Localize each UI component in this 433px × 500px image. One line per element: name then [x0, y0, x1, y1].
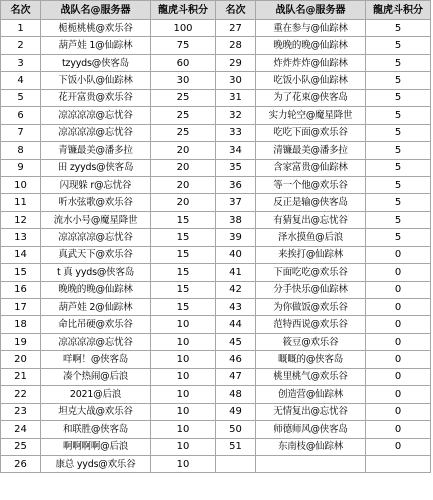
team-server-cell: 和联胜@侠客岛: [41, 421, 151, 438]
rank-cell: 20: [1, 351, 41, 368]
rank-cell: 18: [1, 316, 41, 333]
team-server-cell: 为你做饭@欢乐谷: [256, 299, 366, 316]
score-cell: 10: [151, 438, 216, 455]
team-server-cell: 桃里桃气@欢乐谷: [256, 368, 366, 385]
rank-cell: 33: [216, 124, 256, 141]
table-row: [1, 107, 431, 124]
rank-cell: 39: [216, 229, 256, 246]
rank-cell: 50: [216, 421, 256, 438]
team-server-cell: 晚晚的晚@仙踪林: [256, 37, 366, 54]
team-server-cell: 啊啊啊啊@后浪: [41, 438, 151, 455]
rank-cell: 8: [1, 142, 41, 159]
score-cell: 5: [366, 229, 431, 246]
table-row: [1, 333, 431, 350]
score-cell: 0: [366, 403, 431, 420]
rank-cell: 19: [1, 333, 41, 350]
rank-cell: 41: [216, 264, 256, 281]
team-server-cell: 含家富贵@仙踪林: [256, 159, 366, 176]
score-cell: 15: [151, 299, 216, 316]
rank-cell: 34: [216, 142, 256, 159]
score-cell: 5: [366, 194, 431, 211]
header-team-server: 战队名@服务器: [41, 1, 151, 20]
table-row: [1, 281, 431, 298]
rank-cell: 11: [1, 194, 41, 211]
score-cell: 10: [151, 386, 216, 403]
table-row: [1, 368, 431, 385]
rank-cell: 22: [1, 386, 41, 403]
score-cell: 25: [151, 89, 216, 106]
score-cell: 0: [366, 316, 431, 333]
team-server-cell: 实力轮空@魔星降世: [256, 107, 366, 124]
team-server-cell: 范特西说@欢乐谷: [256, 316, 366, 333]
rank-cell: 47: [216, 368, 256, 385]
score-cell: 5: [366, 37, 431, 54]
table-row: [1, 176, 431, 193]
table-row: [1, 124, 431, 141]
team-server-cell: 重在参与@仙踪林: [256, 20, 366, 37]
team-server-cell: 咩啊！@侠客岛: [41, 351, 151, 368]
table-row: [1, 351, 431, 368]
header-score: 龍虎斗积分: [151, 1, 216, 20]
table-row: [1, 316, 431, 333]
rank-cell: 3: [1, 54, 41, 71]
rank-cell: 27: [216, 20, 256, 37]
score-cell: 60: [151, 54, 216, 71]
rank-cell: 21: [1, 368, 41, 385]
rank-cell: 24: [1, 421, 41, 438]
score-cell: 75: [151, 37, 216, 54]
rank-cell: 2: [1, 37, 41, 54]
header-rank: 名次: [1, 1, 41, 20]
rank-cell: 16: [1, 281, 41, 298]
score-cell: 0: [366, 264, 431, 281]
team-server-cell: 炸炸炸炸@仙踪林: [256, 54, 366, 71]
score-cell: 20: [151, 142, 216, 159]
header-team-server: 战队名@服务器: [256, 1, 366, 20]
team-server-cell: 田 zyyds@侠客岛: [41, 159, 151, 176]
team-server-cell: 吃饭小队@仙踪林: [256, 72, 366, 89]
score-cell: 100: [151, 20, 216, 37]
team-server-cell: 坦克大战@欢乐谷: [41, 403, 151, 420]
rank-cell: 4: [1, 72, 41, 89]
table-row: [1, 194, 431, 211]
score-cell: 5: [366, 142, 431, 159]
team-server-cell: 无情复出@忘忧谷: [256, 403, 366, 420]
score-cell: 15: [151, 281, 216, 298]
score-cell: 20: [151, 194, 216, 211]
score-cell: 5: [366, 124, 431, 141]
table-row: [1, 421, 431, 438]
score-cell: 0: [366, 333, 431, 350]
score-cell: 5: [366, 211, 431, 228]
team-server-cell: 2021@后浪: [41, 386, 151, 403]
score-cell: 5: [366, 176, 431, 193]
score-cell: [366, 455, 431, 472]
team-server-cell: t 真 yyds@侠客岛: [41, 264, 151, 281]
score-cell: 10: [151, 421, 216, 438]
score-cell: 10: [151, 316, 216, 333]
table-row: [1, 142, 431, 159]
team-server-cell: tzyyds@侠客岛: [41, 54, 151, 71]
team-server-cell: 下饭小队@仙踪林: [41, 72, 151, 89]
score-cell: 10: [151, 455, 216, 472]
team-server-cell: 康总 yyds@欢乐谷: [41, 455, 151, 472]
table-row: [1, 403, 431, 420]
rank-cell: 35: [216, 159, 256, 176]
table-row: [1, 438, 431, 455]
score-cell: 30: [151, 72, 216, 89]
team-server-cell: 栀栀桃桃@欢乐谷: [41, 20, 151, 37]
team-server-cell: 流水小号@魔星降世: [41, 211, 151, 228]
table-row: [1, 264, 431, 281]
team-server-cell: 凉凉凉凉@忘忧谷: [41, 333, 151, 350]
score-cell: 0: [366, 246, 431, 263]
team-server-cell: 凉凉凉凉@忘忧谷: [41, 229, 151, 246]
team-server-cell: 葫芦娃 2@仙踪林: [41, 299, 151, 316]
rank-cell: 29: [216, 54, 256, 71]
table-row: [1, 54, 431, 71]
rank-cell: 43: [216, 299, 256, 316]
score-cell: 5: [366, 89, 431, 106]
team-server-cell: 来挨打@仙踪林: [256, 246, 366, 263]
score-cell: 0: [366, 386, 431, 403]
team-server-cell: 为了花束@侠客岛: [256, 89, 366, 106]
rank-cell: 6: [1, 107, 41, 124]
score-cell: 0: [366, 281, 431, 298]
score-cell: 5: [366, 20, 431, 37]
table-row: [1, 211, 431, 228]
score-cell: 0: [366, 421, 431, 438]
table-row: [1, 89, 431, 106]
table-row: [1, 229, 431, 246]
score-cell: 25: [151, 124, 216, 141]
team-server-cell: 听水弦歌@欢乐谷: [41, 194, 151, 211]
score-cell: 5: [366, 159, 431, 176]
rank-cell: 32: [216, 107, 256, 124]
team-server-cell: 清镰最美@潘多拉: [256, 142, 366, 159]
rank-cell: 25: [1, 438, 41, 455]
score-cell: 25: [151, 107, 216, 124]
score-cell: 0: [366, 299, 431, 316]
header-rank: 名次: [216, 1, 256, 20]
rank-cell: 40: [216, 246, 256, 263]
rank-cell: 36: [216, 176, 256, 193]
score-cell: 5: [366, 107, 431, 124]
team-server-cell: 创造营@仙踪林: [256, 386, 366, 403]
team-server-cell: 闪现躲 r@忘忧谷: [41, 176, 151, 193]
score-cell: 20: [151, 176, 216, 193]
rank-cell: 15: [1, 264, 41, 281]
table-row: [1, 20, 431, 37]
rank-cell: 9: [1, 159, 41, 176]
score-cell: 0: [366, 351, 431, 368]
table-row: [1, 299, 431, 316]
team-server-cell: 反正是输@侠客岛: [256, 194, 366, 211]
rank-cell: 5: [1, 89, 41, 106]
rank-cell: 51: [216, 438, 256, 455]
rank-cell: 38: [216, 211, 256, 228]
rank-cell: 12: [1, 211, 41, 228]
team-server-cell: 筱豆@欢乐谷: [256, 333, 366, 350]
rank-cell: 10: [1, 176, 41, 193]
header-row: [1, 1, 431, 20]
team-server-cell: 师德师风@侠客岛: [256, 421, 366, 438]
team-server-cell: 下面吃吃@欢乐谷: [256, 264, 366, 281]
score-cell: 0: [366, 368, 431, 385]
team-server-cell: 吃吃下面@欢乐谷: [256, 124, 366, 141]
team-server-cell: 嘅嘅的@侠客岛: [256, 351, 366, 368]
rank-cell: 7: [1, 124, 41, 141]
score-cell: 5: [366, 54, 431, 71]
team-server-cell: 泽水摸鱼@后浪: [256, 229, 366, 246]
rank-cell: 23: [1, 403, 41, 420]
rank-cell: 42: [216, 281, 256, 298]
table-row: [1, 37, 431, 54]
score-cell: 10: [151, 351, 216, 368]
score-cell: 10: [151, 368, 216, 385]
rank-cell: 14: [1, 246, 41, 263]
score-cell: 15: [151, 211, 216, 228]
rank-cell: 13: [1, 229, 41, 246]
score-cell: 20: [151, 159, 216, 176]
rank-cell: 28: [216, 37, 256, 54]
score-cell: 10: [151, 333, 216, 350]
table-row: [1, 455, 431, 472]
table-row: [1, 72, 431, 89]
score-cell: 0: [366, 438, 431, 455]
rank-cell: 46: [216, 351, 256, 368]
team-server-cell: 凉凉凉凉@忘忧谷: [41, 124, 151, 141]
table-row: [1, 246, 431, 263]
rank-cell: 48: [216, 386, 256, 403]
team-server-cell: 晚晚的晚@仙踪林: [41, 281, 151, 298]
rank-cell: 26: [1, 455, 41, 472]
table-row: [1, 386, 431, 403]
team-server-cell: [256, 455, 366, 472]
score-cell: 5: [366, 72, 431, 89]
rank-cell: 17: [1, 299, 41, 316]
score-cell: 15: [151, 229, 216, 246]
team-server-cell: 葫芦娃 1@仙踪林: [41, 37, 151, 54]
team-server-cell: 命比吊硬@欢乐谷: [41, 316, 151, 333]
rank-cell: 49: [216, 403, 256, 420]
team-server-cell: 东南枝@仙踪林: [256, 438, 366, 455]
score-cell: 10: [151, 403, 216, 420]
team-server-cell: 凑个热闹@后浪: [41, 368, 151, 385]
header-score: 龍虎斗积分: [366, 1, 431, 20]
rank-cell: 30: [216, 72, 256, 89]
score-cell: 15: [151, 246, 216, 263]
rank-cell: 31: [216, 89, 256, 106]
rank-cell: 37: [216, 194, 256, 211]
rank-cell: 44: [216, 316, 256, 333]
team-server-cell: 花开富贵@欢乐谷: [41, 89, 151, 106]
rank-cell: 45: [216, 333, 256, 350]
team-server-cell: 等一个他@欢乐谷: [256, 176, 366, 193]
score-cell: 15: [151, 264, 216, 281]
team-server-cell: 凉凉凉凉@忘忧谷: [41, 107, 151, 124]
rank-cell: 1: [1, 20, 41, 37]
team-server-cell: 有猜复出@忘忧谷: [256, 211, 366, 228]
team-server-cell: 分手快乐@仙踪林: [256, 281, 366, 298]
team-server-cell: 真武天下@欢乐谷: [41, 246, 151, 263]
table-body: [1, 20, 431, 473]
team-server-cell: 青镰最美@潘多拉: [41, 142, 151, 159]
rank-cell: [216, 455, 256, 472]
table-row: [1, 159, 431, 176]
